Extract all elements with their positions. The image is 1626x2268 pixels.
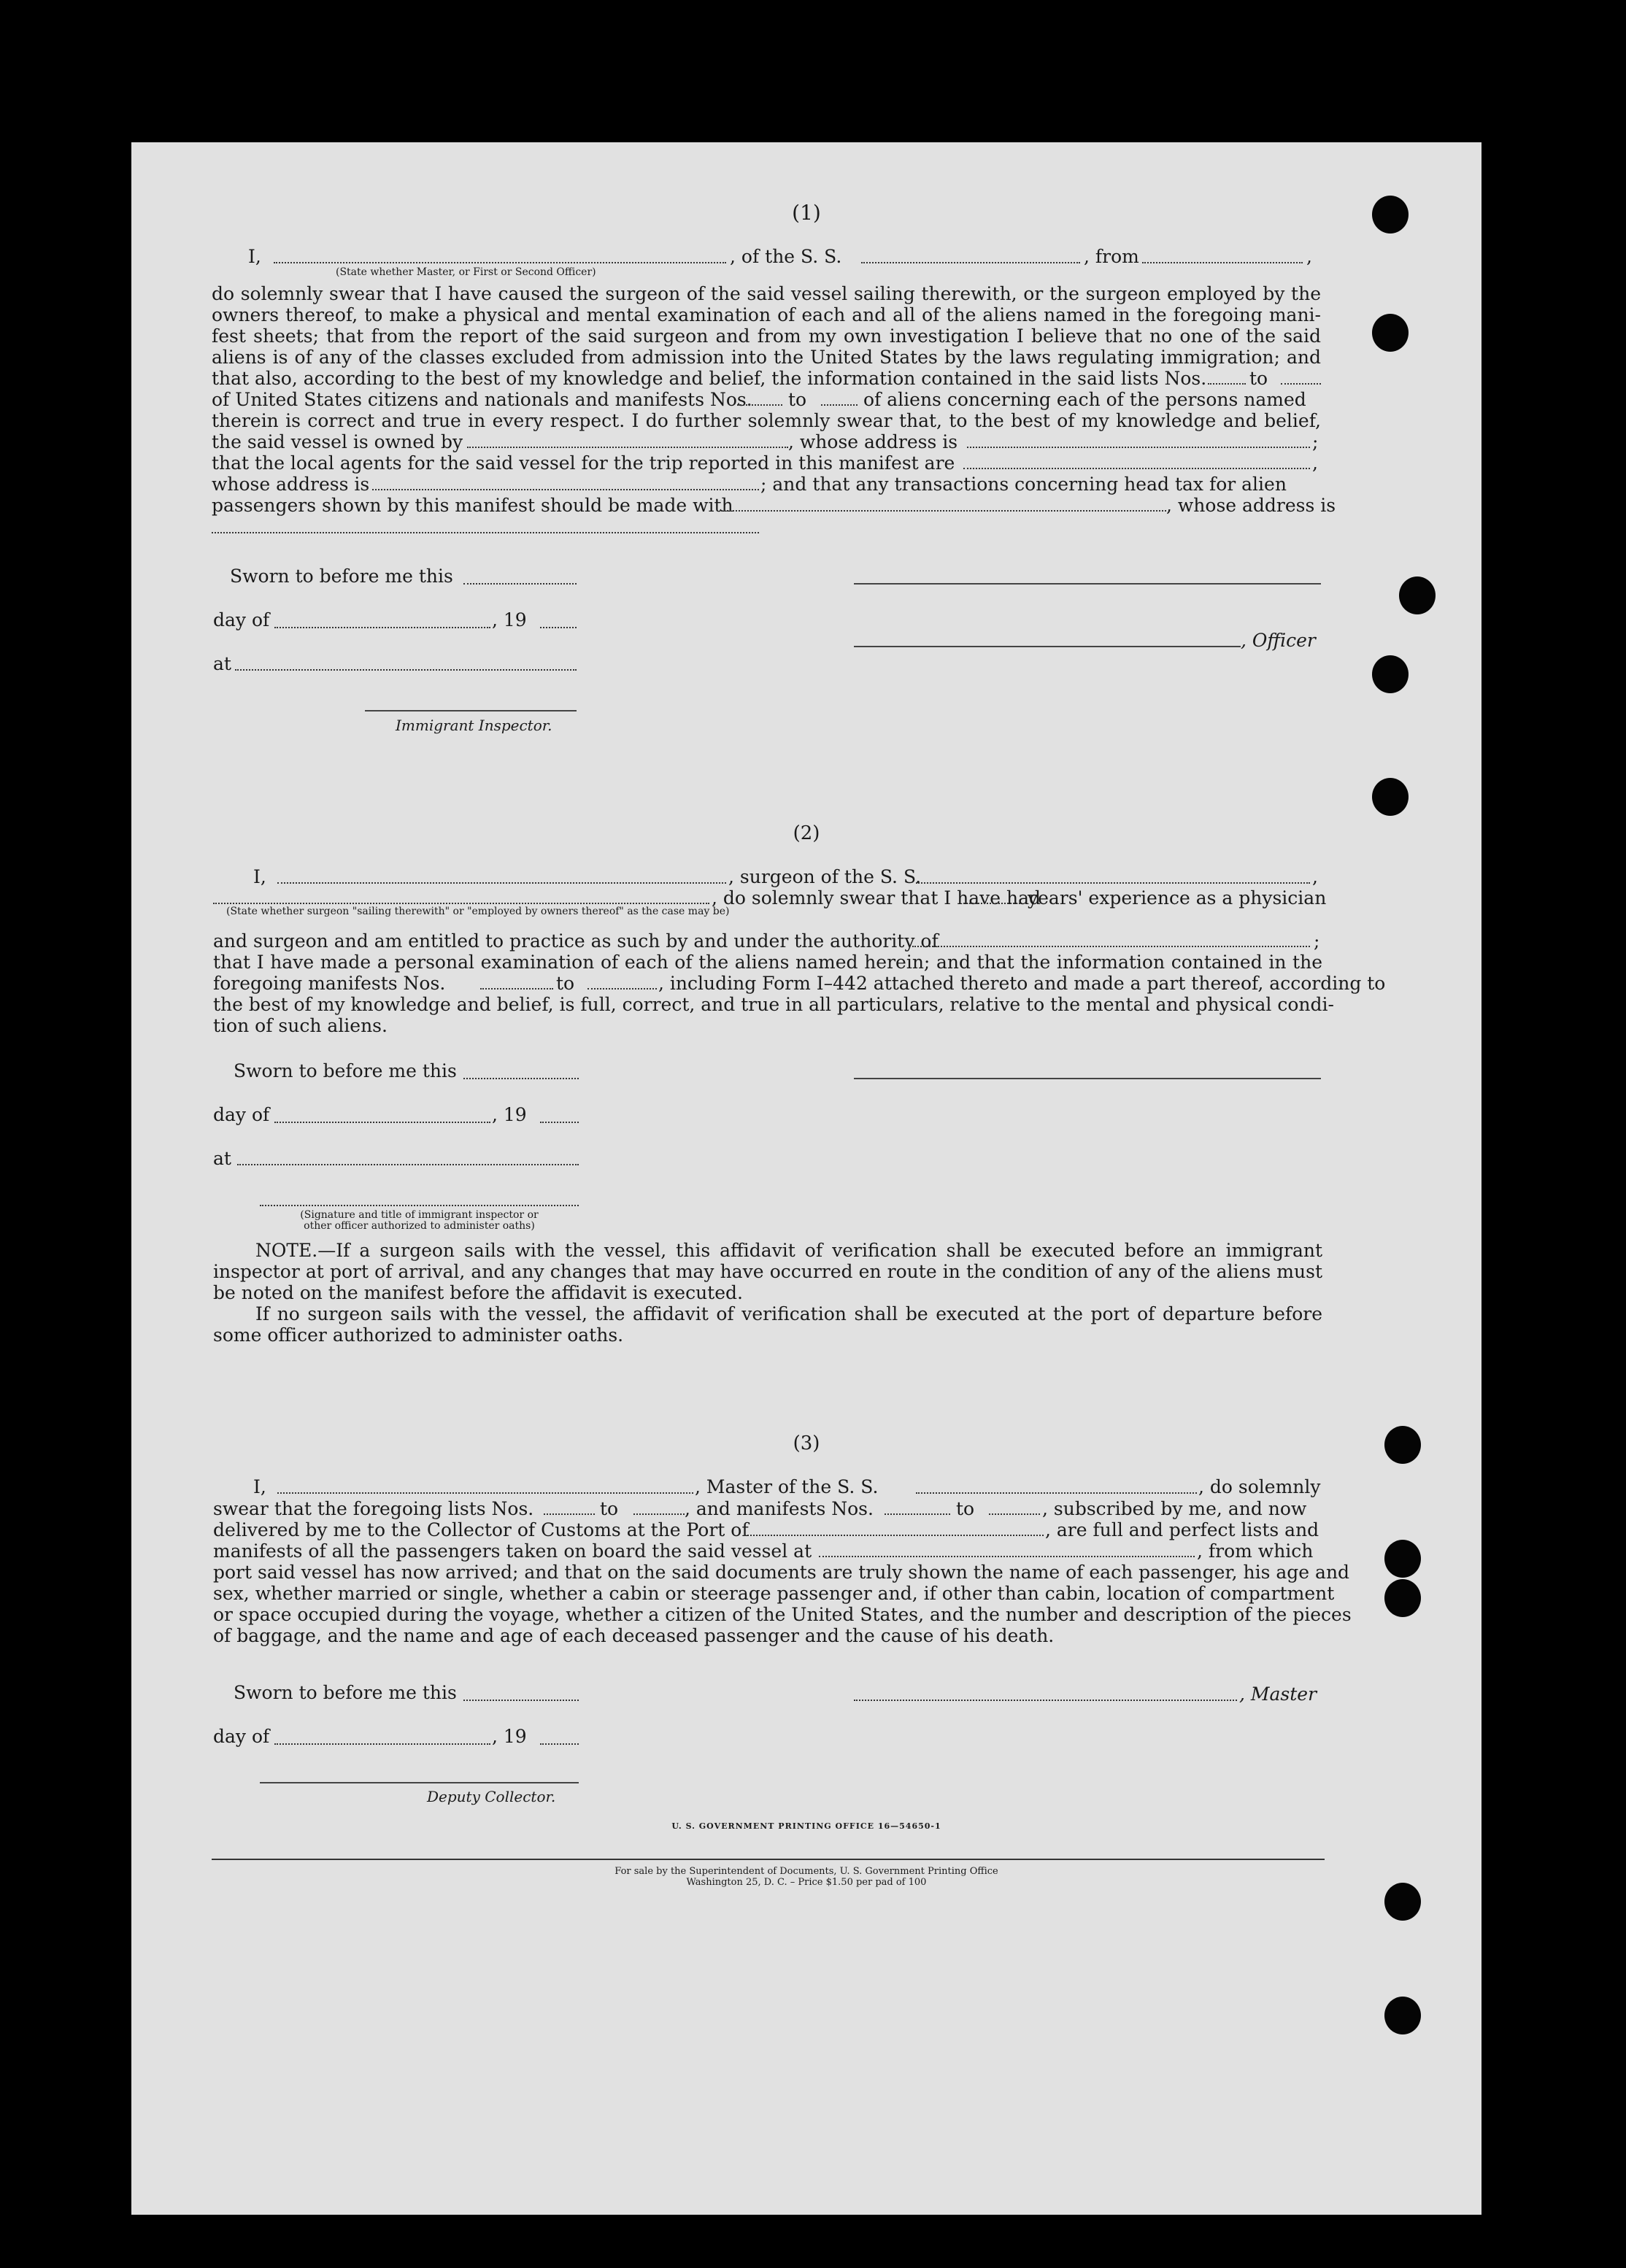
s3-line-2c: , and manifests Nos. xyxy=(685,1498,874,1519)
s3-master-signature-blank[interactable] xyxy=(854,1700,1237,1701)
s2-note-line-4: If no surgeon sails with the vessel, the affidavit of verification shall be executed at the port of departure before xyxy=(255,1303,1322,1324)
s1-year-label: , 19 xyxy=(492,609,527,630)
s2-line-5c: , including Form I–442 attached thereto and made a part thereof, according to xyxy=(658,973,1386,994)
s1-signature-line[interactable] xyxy=(854,583,1321,585)
s1-officer-name-blank[interactable] xyxy=(274,262,726,263)
s2-note-line-1: NOTE.—If a surgeon sails with the vessel, this affidavit of verification shall be executed before an immigrant xyxy=(255,1240,1322,1261)
s3-line-6: sex, whether married or single, whether a cabin or steerage passenger and, if other than cabin, location of compartment xyxy=(213,1583,1335,1604)
s2-line-4: that I have made a personal examination of each of the aliens named herein; and that the information contained in the xyxy=(213,952,1322,973)
s3-port-blank[interactable] xyxy=(744,1535,1044,1536)
s3-line-2b: to xyxy=(600,1498,619,1519)
s2-caption: (State whether surgeon "sailing therewith" or "employed by owners thereof" as the case may be) xyxy=(226,906,730,917)
s3-line-4b: , from which xyxy=(1197,1540,1314,1562)
s3-day-label: day of xyxy=(213,1726,270,1747)
s3-sworn-date-blank[interactable] xyxy=(463,1700,579,1701)
s1-headtax-blank[interactable] xyxy=(721,510,1166,512)
s2-manifests-to-blank[interactable] xyxy=(587,988,657,990)
s2-day-blank[interactable] xyxy=(274,1122,490,1123)
s1-line-8a: the said vessel is owned by xyxy=(212,431,463,452)
s2-authority-blank[interactable] xyxy=(912,946,1310,947)
s1-line-9a: that the local agents for the said vessel for the trip reported in this manifest are xyxy=(212,452,955,474)
s1-sworn-label: Sworn to before me this xyxy=(230,566,453,587)
s2-note-line-2: inspector at port of arrival, and any changes that may have occurred en route in the condition of any of the aliens must xyxy=(213,1261,1322,1282)
s1-day-label: day of xyxy=(213,609,270,630)
s3-line-3b: , are full and perfect lists and xyxy=(1045,1519,1319,1540)
s2-i-label: I, xyxy=(253,866,266,887)
s3-year-label: , 19 xyxy=(492,1726,527,1747)
s3-master-name-blank[interactable] xyxy=(277,1492,693,1494)
s1-line-9b: , xyxy=(1312,452,1318,474)
s3-ss-label: , Master of the S. S. xyxy=(695,1476,879,1497)
s3-lists-to-blank[interactable] xyxy=(633,1513,685,1515)
s1-line-6b: to xyxy=(788,389,807,410)
s2-line-2b: years' experience as a physician xyxy=(1028,887,1327,909)
s2-line-3b: ; xyxy=(1314,930,1320,952)
section-2-number: (2) xyxy=(793,822,820,844)
s1-manifests-from-blank[interactable] xyxy=(737,404,782,406)
s3-lists-from-blank[interactable] xyxy=(544,1513,595,1515)
s2-day-label: day of xyxy=(213,1104,270,1125)
punch-hole xyxy=(1399,576,1436,614)
s1-line-11b: , whose address is xyxy=(1166,495,1336,516)
s2-line-3a: and surgeon and am entitled to practice as such by and under the authority of xyxy=(213,930,939,952)
s1-sworn-date-blank[interactable] xyxy=(463,583,577,585)
s1-ss-label: , of the S. S. xyxy=(730,246,842,267)
s3-line-2d: to xyxy=(956,1498,975,1519)
s1-line-4: aliens is of any of the classes excluded from admission into the United States by the laws regulating immigration; and xyxy=(212,347,1321,368)
s1-inspector-label: Immigrant Inspector. xyxy=(396,717,552,734)
s1-line-3: fest sheets; that from the report of the said surgeon and from my own investigation I believe that no one of the said xyxy=(212,325,1321,347)
s1-from-label: , from xyxy=(1084,246,1139,267)
s1-manifests-to-blank[interactable] xyxy=(821,404,858,406)
s3-line-7: or space occupied during the voyage, whether a citizen of the United States, and the number and description of the pieces xyxy=(213,1604,1352,1625)
s2-comma: , xyxy=(1312,866,1318,887)
s1-lists-to-blank[interactable] xyxy=(1281,383,1321,385)
s1-line-8b: , whose address is xyxy=(788,431,958,452)
s2-ss-label: , surgeon of the S. S. xyxy=(728,866,922,887)
s1-line-11a: passengers shown by this manifest should be made with xyxy=(212,495,733,516)
s2-year-label: , 19 xyxy=(492,1104,527,1125)
s2-signature-line[interactable] xyxy=(854,1078,1321,1079)
s3-vessel-blank[interactable] xyxy=(916,1492,1197,1494)
s1-line-6c: of aliens concerning each of the persons named xyxy=(863,389,1306,410)
footer-rule xyxy=(212,1859,1325,1860)
s3-day-blank[interactable] xyxy=(274,1743,490,1745)
s2-sig-caption-2: other officer authorized to administer oaths) xyxy=(304,1220,535,1232)
s3-line-3a: delivered by me to the Collector of Customs at the Port of xyxy=(213,1519,749,1540)
s1-line-6a: of United States citizens and nationals and manifests Nos. xyxy=(212,389,752,410)
s3-sworn-label: Sworn to before me this xyxy=(234,1682,457,1703)
s3-line-2e: , subscribed by me, and now xyxy=(1042,1498,1307,1519)
s2-line-7: tion of such aliens. xyxy=(213,1015,388,1036)
s2-vessel-blank[interactable] xyxy=(916,882,1310,884)
s1-comma: , xyxy=(1306,246,1312,267)
s2-sworn-label: Sworn to before me this xyxy=(234,1060,457,1081)
s2-years-blank[interactable] xyxy=(963,903,1020,904)
s3-year-blank[interactable] xyxy=(540,1743,579,1745)
s1-inspector-line[interactable] xyxy=(365,710,577,711)
sale-line-2: Washington 25, D. C. – Price $1.50 per pad of 100 xyxy=(686,1877,927,1888)
s1-line-10b: ; and that any transactions concerning head tax for alien xyxy=(760,474,1287,495)
s2-at-label: at xyxy=(213,1148,231,1169)
s1-line-5a: that also, according to the best of my knowledge and belief, the information contained in the said lists Nos. xyxy=(212,368,1207,389)
s1-line-7: therein is correct and true in every respect. I do further solemnly swear that, to the best of my knowledge and belief, xyxy=(212,410,1321,431)
s1-agents-address-blank[interactable] xyxy=(372,489,759,490)
punch-hole xyxy=(1372,778,1409,816)
s1-at-label: at xyxy=(213,653,231,674)
s1-line-8c: ; xyxy=(1312,431,1319,452)
s2-surgeon-name-blank[interactable] xyxy=(277,882,726,884)
section-3-number: (3) xyxy=(793,1432,820,1454)
s3-deputy-label: Deputy Collector. xyxy=(427,1788,556,1805)
punch-hole xyxy=(1384,1540,1421,1578)
punch-hole xyxy=(1384,1426,1421,1464)
s2-note-line-3: be noted on the manifest before the affidavit is executed. xyxy=(213,1282,743,1303)
s1-at-blank[interactable] xyxy=(235,669,577,671)
s1-line-1: do solemnly swear that I have caused the surgeon of the said vessel sailing therewith, or the surgeon employed by the xyxy=(212,283,1321,304)
s3-line-5: port said vessel has now arrived; and that on the said documents are truly shown the name of each passenger, his age and xyxy=(213,1562,1350,1583)
s2-capacity-blank[interactable] xyxy=(213,903,709,904)
s1-officer-line[interactable] xyxy=(854,646,1241,647)
punch-hole xyxy=(1384,1883,1421,1921)
s3-line-1-end: , do solemnly xyxy=(1198,1476,1321,1497)
s2-line-2a: , do solemnly swear that I have had xyxy=(712,887,1041,909)
s3-boarding-port-blank[interactable] xyxy=(819,1556,1195,1557)
s2-year-blank[interactable] xyxy=(540,1122,579,1123)
s1-day-blank[interactable] xyxy=(274,627,490,628)
punch-hole xyxy=(1372,196,1409,234)
s1-line-10a: whose address is xyxy=(212,474,370,495)
s2-line-5b: to xyxy=(556,973,575,994)
s1-officer-label: , Officer xyxy=(1241,630,1316,651)
s3-i-label: I, xyxy=(253,1476,266,1497)
punch-hole xyxy=(1372,314,1409,352)
s2-at-blank[interactable] xyxy=(237,1164,579,1165)
printing-office-line: U. S. GOVERNMENT PRINTING OFFICE 16—54650-1 xyxy=(671,1821,941,1831)
punch-hole xyxy=(1384,1997,1421,2034)
s2-line-5a: foregoing manifests Nos. xyxy=(213,973,446,994)
form-page xyxy=(131,142,1481,2215)
s1-caption: (State whether Master, or First or Second Officer) xyxy=(336,266,596,278)
s2-sig-caption-1: (Signature and title of immigrant inspector or xyxy=(300,1209,539,1221)
s3-master-label: , Master xyxy=(1239,1683,1317,1705)
sale-line-1: For sale by the Superintendent of Documents, U. S. Government Printing Office xyxy=(614,1866,998,1877)
s3-line-4a: manifests of all the passengers taken on board the said vessel at xyxy=(213,1540,812,1562)
s1-line-5b: to xyxy=(1249,368,1268,389)
s2-line-6: the best of my knowledge and belief, is full, correct, and true in all particulars, relative to the mental and physical condi- xyxy=(213,994,1334,1015)
s1-lists-from-blank[interactable] xyxy=(1208,383,1246,385)
punch-hole xyxy=(1384,1579,1421,1617)
s2-note-line-5: some officer authorized to administer oaths. xyxy=(213,1324,624,1346)
s1-agents-blank[interactable] xyxy=(963,468,1310,469)
section-1-number: (1) xyxy=(792,201,821,225)
s3-manifests-to-blank[interactable] xyxy=(989,1513,1040,1515)
s1-year-blank[interactable] xyxy=(540,627,577,628)
s2-inspector-line[interactable] xyxy=(260,1205,579,1206)
punch-hole xyxy=(1372,655,1409,693)
s3-deputy-line[interactable] xyxy=(260,1782,579,1783)
s2-manifests-from-blank[interactable] xyxy=(480,988,553,990)
s3-manifests-from-blank[interactable] xyxy=(885,1513,950,1515)
s3-line-8: of baggage, and the name and age of each deceased passenger and the cause of his death. xyxy=(213,1625,1055,1646)
s1-headtax-address-blank[interactable] xyxy=(212,532,759,533)
s2-sworn-date-blank[interactable] xyxy=(463,1078,579,1079)
s1-vessel-blank[interactable] xyxy=(861,262,1080,263)
s1-line-2: owners thereof, to make a physical and mental examination of each and all of the aliens named in the foregoing mani- xyxy=(212,304,1321,325)
s1-from-blank[interactable] xyxy=(1142,262,1303,263)
s1-owner-blank[interactable] xyxy=(467,447,788,448)
s3-line-2a: swear that the foregoing lists Nos. xyxy=(213,1498,534,1519)
s1-i-label: I, xyxy=(248,246,261,267)
s1-owner-address-blank[interactable] xyxy=(967,447,1310,448)
